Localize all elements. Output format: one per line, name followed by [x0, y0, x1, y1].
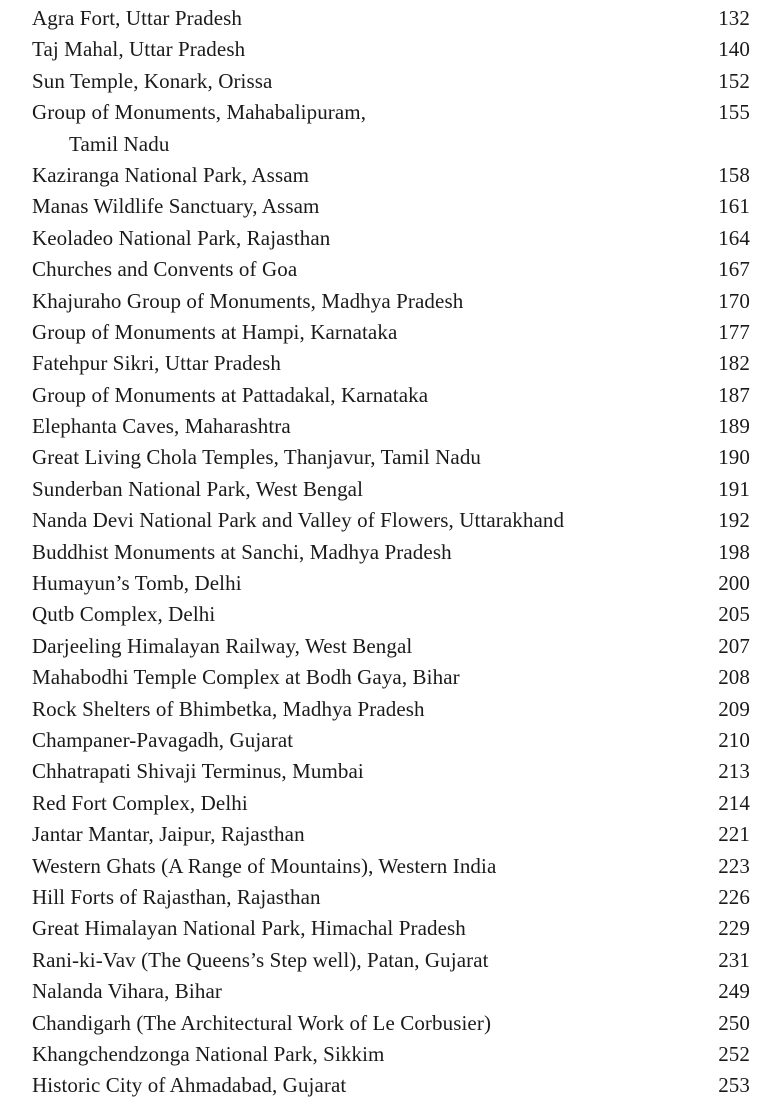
entry-title: Mahabodhi Temple Complex at Bodh Gaya, Bihar — [32, 665, 460, 690]
toc-entry — [32, 631, 750, 662]
toc-entry — [32, 537, 750, 568]
toc-entry — [32, 474, 750, 505]
entry-page-number: 155 — [718, 100, 750, 125]
entry-title: Keoladeo National Park, Rajasthan — [32, 225, 331, 250]
entry-title: Western Ghats (A Range of Mountains), Western India — [32, 853, 497, 878]
toc-entry — [32, 913, 750, 944]
entry-page-number: 192 — [718, 508, 750, 533]
entry-title: Taj Mahal, Uttar Pradesh — [32, 37, 246, 62]
entry-page-number: 132 — [718, 6, 750, 30]
entry-page-number: 207 — [718, 633, 750, 658]
entry-page-number: 177 — [718, 319, 750, 344]
entry-title: Khangchendzonga National Park, Sikkim — [32, 1041, 385, 1066]
toc-entry — [32, 851, 750, 882]
entry-page-number: 223 — [718, 853, 750, 878]
entry-page-number: 170 — [718, 288, 750, 313]
toc-entry-continuation — [32, 129, 750, 160]
entry-page-number: 158 — [718, 162, 750, 187]
toc-entry — [32, 254, 750, 285]
toc-entry — [32, 411, 750, 442]
toc-entry — [32, 223, 750, 254]
entry-title: Champaner-Pavagadh, Gujarat — [32, 727, 294, 752]
entry-page-number: 164 — [718, 225, 750, 250]
table-of-contents — [32, 3, 750, 1102]
entry-page-number: 231 — [718, 947, 750, 972]
toc-entry — [32, 756, 750, 787]
entry-title: Fatehpur Sikri, Uttar Pradesh — [32, 351, 282, 376]
entry-title: Rani-ki-Vav (The Queens’s Step well), Patan, Gujarat — [32, 947, 489, 972]
toc-entry — [32, 819, 750, 850]
toc-entry — [32, 725, 750, 756]
entry-page-number: 182 — [718, 351, 750, 376]
entry-title: Chandigarh (The Architectural Work of Le Corbusier) — [32, 1010, 492, 1035]
entry-page-number: 253 — [718, 1073, 750, 1098]
entry-page-number: 198 — [718, 539, 750, 564]
toc-entry — [32, 662, 750, 693]
toc-entry — [32, 505, 750, 536]
entry-title: Sun Temple, Konark, Orissa — [32, 68, 273, 93]
entry-title: Rock Shelters of Bhimbetka, Madhya Pradesh — [32, 696, 425, 721]
entry-page-number: 152 — [718, 68, 750, 93]
toc-entry — [32, 976, 750, 1007]
entry-title: Agra Fort, Uttar Pradesh — [32, 6, 243, 30]
entry-title: Nanda Devi National Park and Valley of Flowers, Uttarakhand — [32, 508, 565, 533]
entry-title: Group of Monuments at Pattadakal, Karnataka — [32, 382, 429, 407]
toc-entry — [32, 442, 750, 473]
entry-title: Churches and Convents of Goa — [32, 257, 298, 282]
entry-page-number: 229 — [718, 916, 750, 941]
entry-title: Chhatrapati Shivaji Terminus, Mumbai — [32, 759, 364, 784]
entry-page-number: 167 — [718, 257, 750, 282]
entry-page-number: 161 — [718, 194, 750, 219]
entry-title-continuation: Tamil Nadu — [69, 131, 170, 156]
entry-page-number: 209 — [718, 696, 750, 721]
entry-title: Manas Wildlife Sanctuary, Assam — [32, 194, 320, 219]
toc-entry — [32, 66, 750, 97]
entry-page-number: 249 — [718, 979, 750, 1004]
entry-title: Hill Forts of Rajasthan, Rajasthan — [32, 884, 321, 909]
entry-title: Khajuraho Group of Monuments, Madhya Pradesh — [32, 288, 464, 313]
toc-entry — [32, 599, 750, 630]
entry-page-number: 205 — [718, 602, 750, 627]
toc-entry — [32, 1008, 750, 1039]
entry-title: Red Fort Complex, Delhi — [32, 790, 248, 815]
entry-title: Jantar Mantar, Jaipur, Rajasthan — [32, 822, 305, 847]
entry-page-number: 226 — [718, 884, 750, 909]
entry-page-number: 252 — [718, 1041, 750, 1066]
entry-title: Elephanta Caves, Maharashtra — [32, 414, 291, 439]
entry-page-number: 187 — [718, 382, 750, 407]
entry-title: Group of Monuments, Mahabalipuram, — [32, 100, 367, 125]
toc-entry — [32, 945, 750, 976]
entry-title: Buddhist Monuments at Sanchi, Madhya Pradesh — [32, 539, 452, 564]
toc-entry — [32, 882, 750, 913]
toc-entry — [32, 380, 750, 411]
entry-title: Darjeeling Himalayan Railway, West Bengal — [32, 633, 413, 658]
entry-title: Kaziranga National Park, Assam — [32, 162, 310, 187]
entry-page-number: 200 — [718, 571, 750, 596]
toc-entry — [32, 1039, 750, 1070]
toc-entry — [32, 286, 750, 317]
toc-entry — [32, 694, 750, 725]
toc-entry — [32, 1070, 750, 1101]
toc-entry — [32, 3, 750, 34]
toc-entry — [32, 788, 750, 819]
entry-title: Great Living Chola Temples, Thanjavur, Tamil Nadu — [32, 445, 482, 470]
toc-entry — [32, 568, 750, 599]
toc-entry — [32, 34, 750, 65]
entry-page-number: 213 — [718, 759, 750, 784]
entry-page-number: 221 — [718, 822, 750, 847]
toc-entry — [32, 191, 750, 222]
entry-page-number: 208 — [718, 665, 750, 690]
toc-entry — [32, 160, 750, 191]
entry-page-number: 190 — [718, 445, 750, 470]
entry-title: Great Himalayan National Park, Himachal Pradesh — [32, 916, 466, 941]
entry-page-number: 189 — [718, 414, 750, 439]
entry-title: Group of Monuments at Hampi, Karnataka — [32, 319, 398, 344]
entry-title: Nalanda Vihara, Bihar — [32, 979, 222, 1004]
toc-entry — [32, 348, 750, 379]
entry-page-number: 214 — [718, 790, 750, 815]
entry-page-number: 191 — [718, 476, 750, 501]
entry-page-number: 250 — [718, 1010, 750, 1035]
entry-title: Historic City of Ahmadabad, Gujarat — [32, 1073, 347, 1098]
entry-title: Humayun’s Tomb, Delhi — [32, 571, 242, 596]
toc-entry — [32, 97, 750, 128]
entry-title: Sunderban National Park, West Bengal — [32, 476, 364, 501]
entry-title: Qutb Complex, Delhi — [32, 602, 216, 627]
entry-page-number: 210 — [718, 727, 750, 752]
toc-entry — [32, 317, 750, 348]
entry-page-number: 140 — [718, 37, 750, 62]
